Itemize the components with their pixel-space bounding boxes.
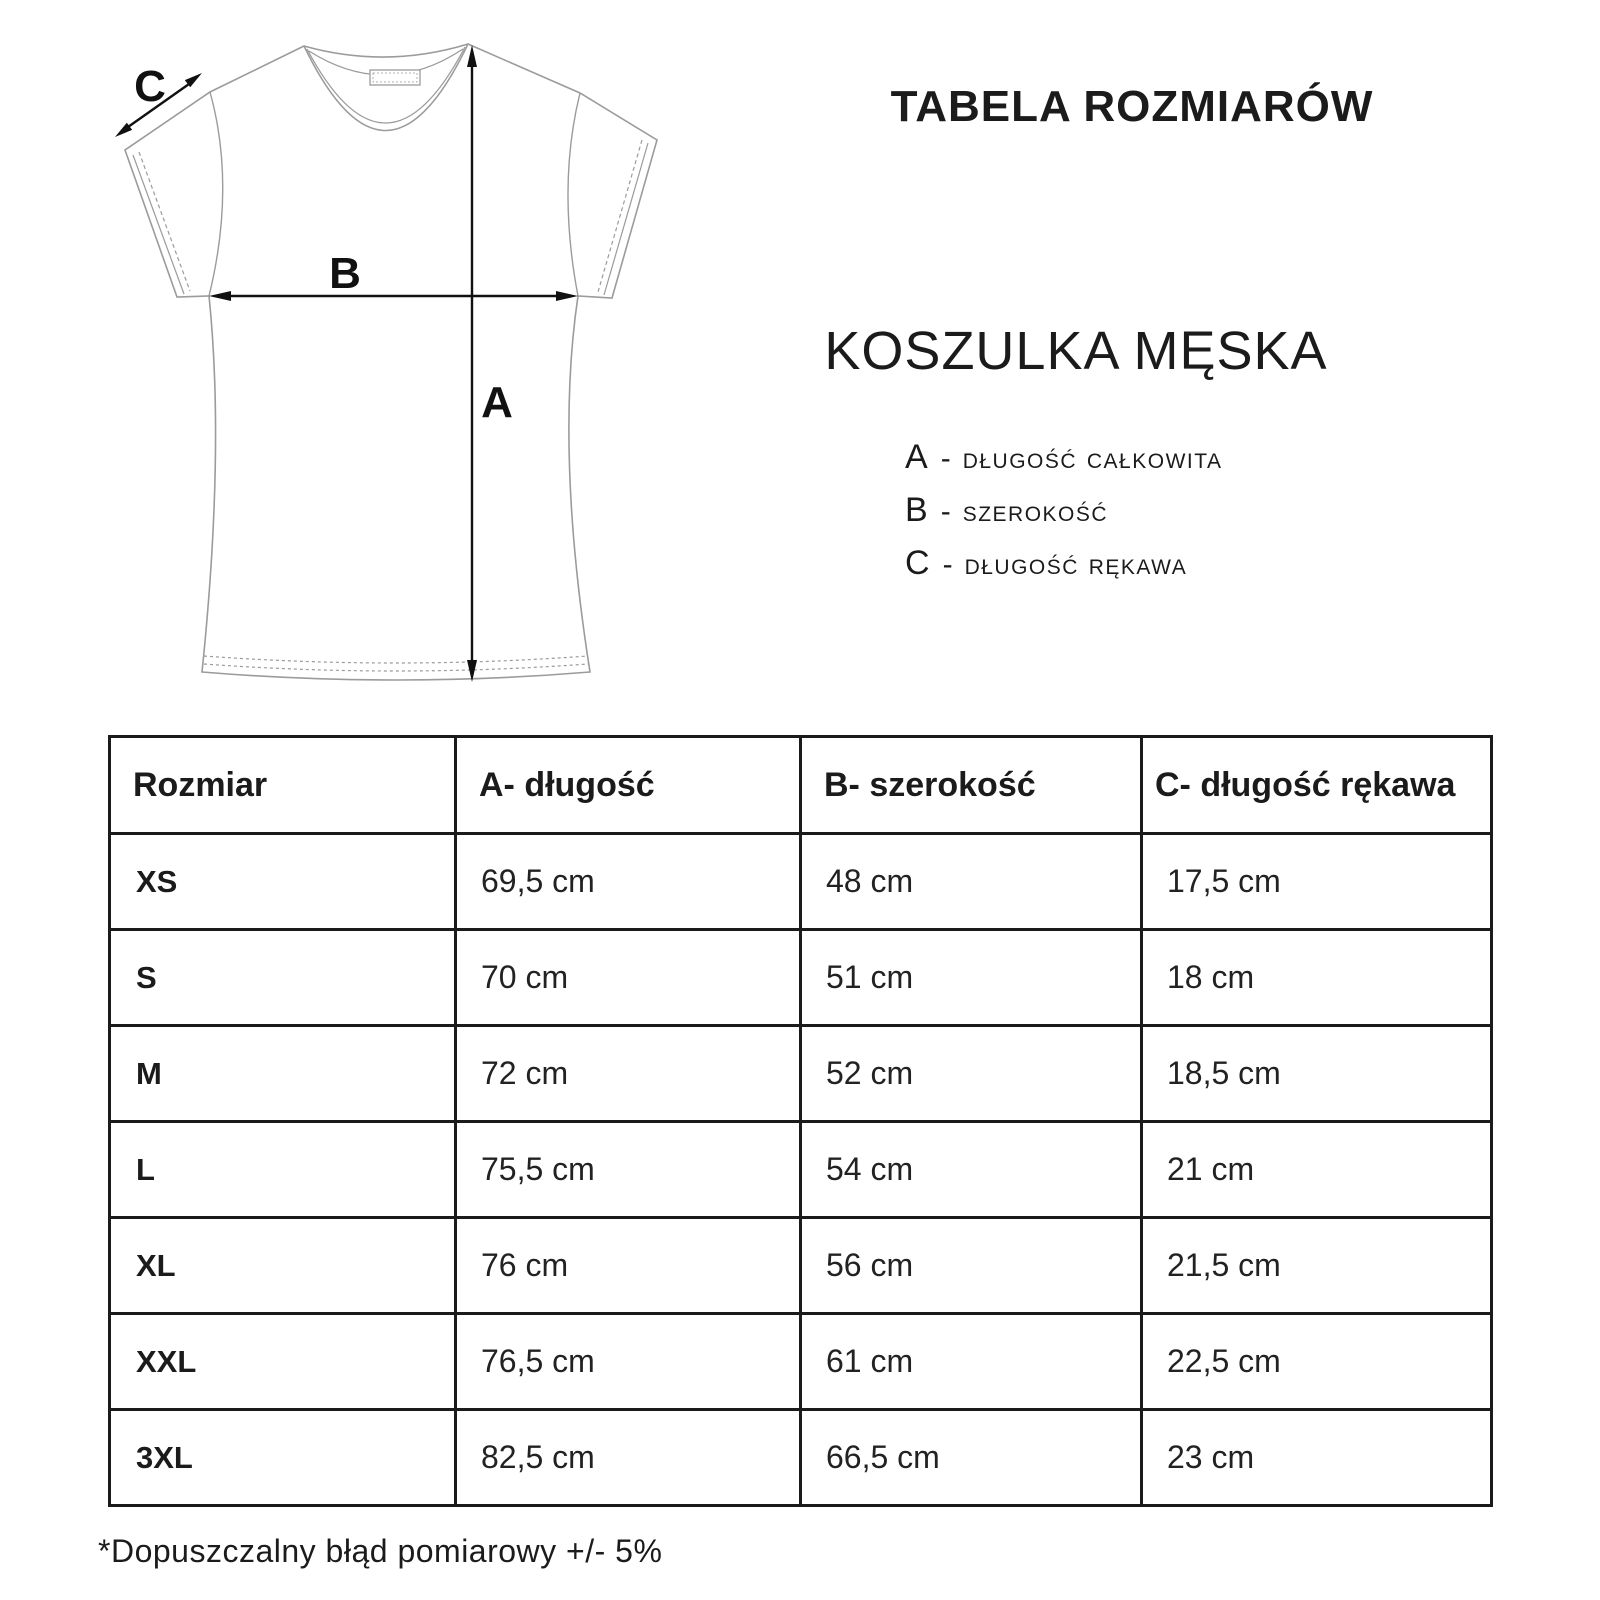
legend-item-c [905, 544, 1223, 580]
care-label [370, 70, 420, 85]
size-table-container [108, 735, 1493, 1507]
measurement-label-b: B [329, 249, 361, 298]
value-cell-c: 21 cm [1142, 1122, 1492, 1218]
value-cell-a: 69,5 cm [456, 834, 801, 930]
size-cell: M [110, 1026, 456, 1122]
table-row-3xl [110, 1410, 1492, 1506]
size-cell: L [110, 1122, 456, 1218]
value-cell-b: 66,5 cm [801, 1410, 1142, 1506]
measurement-label-c: C [134, 62, 166, 111]
value-cell-b: 56 cm [801, 1218, 1142, 1314]
value-cell-a: 70 cm [456, 930, 801, 1026]
column-header-rozmiar: Rozmiar [110, 737, 456, 834]
measurement-legend [905, 438, 1223, 580]
measurement-tolerance-note: *Dopuszczalny błąd pomiarowy +/- 5% [98, 1533, 663, 1569]
size-cell: 3XL [110, 1410, 456, 1506]
legend-item-b [905, 491, 1223, 527]
table-row-xs [110, 834, 1492, 930]
value-cell-c: 18,5 cm [1142, 1026, 1492, 1122]
value-cell-c: 18 cm [1142, 930, 1492, 1026]
table-row-m [110, 1026, 1492, 1122]
size-cell: XXL [110, 1314, 456, 1410]
value-cell-a: 76 cm [456, 1218, 801, 1314]
column-header-c-dlugosc-rekawa: C- długość rękawa [1142, 737, 1492, 834]
value-cell-a: 76,5 cm [456, 1314, 801, 1410]
legend-label: szerokość [962, 495, 1109, 528]
header-row [110, 737, 1492, 834]
legend-label: długość rękawa [964, 548, 1188, 581]
value-cell-b: 52 cm [801, 1026, 1142, 1122]
legend-letter: A [905, 438, 929, 476]
value-cell-c: 21,5 cm [1142, 1218, 1492, 1314]
size-table [108, 735, 1493, 1507]
value-cell-a: 82,5 cm [456, 1410, 801, 1506]
value-cell-c: 17,5 cm [1142, 834, 1492, 930]
value-cell-c: 23 cm [1142, 1410, 1492, 1506]
column-header-b-szerokosc: B- szerokość [801, 737, 1142, 834]
page-title: TABELA ROZMIARÓW [890, 82, 1374, 131]
legend-label: długość całkowita [962, 442, 1223, 475]
value-cell-a: 75,5 cm [456, 1122, 801, 1218]
legend-separator: - [942, 548, 953, 581]
legend-letter: B [905, 491, 929, 529]
value-cell-a: 72 cm [456, 1026, 801, 1122]
legend-letter: C [905, 544, 931, 582]
size-cell: S [110, 930, 456, 1026]
value-cell-c: 22,5 cm [1142, 1314, 1492, 1410]
table-row-xl [110, 1218, 1492, 1314]
legend-separator: - [940, 495, 951, 528]
size-cell: XS [110, 834, 456, 930]
legend-separator: - [940, 442, 951, 475]
table-row-xxl [110, 1314, 1492, 1410]
measurement-label-a: A [481, 378, 513, 427]
value-cell-b: 51 cm [801, 930, 1142, 1026]
table-row-s [110, 930, 1492, 1026]
value-cell-b: 61 cm [801, 1314, 1142, 1410]
column-header-a-dlugosc: A- długość [456, 737, 801, 834]
value-cell-b: 48 cm [801, 834, 1142, 930]
value-cell-b: 54 cm [801, 1122, 1142, 1218]
product-title: KOSZULKA MĘSKA [824, 321, 1328, 381]
tshirt-outline [125, 44, 657, 680]
size-cell: XL [110, 1218, 456, 1314]
tshirt-diagram [80, 20, 680, 700]
table-row-l [110, 1122, 1492, 1218]
legend-item-a [905, 438, 1223, 474]
